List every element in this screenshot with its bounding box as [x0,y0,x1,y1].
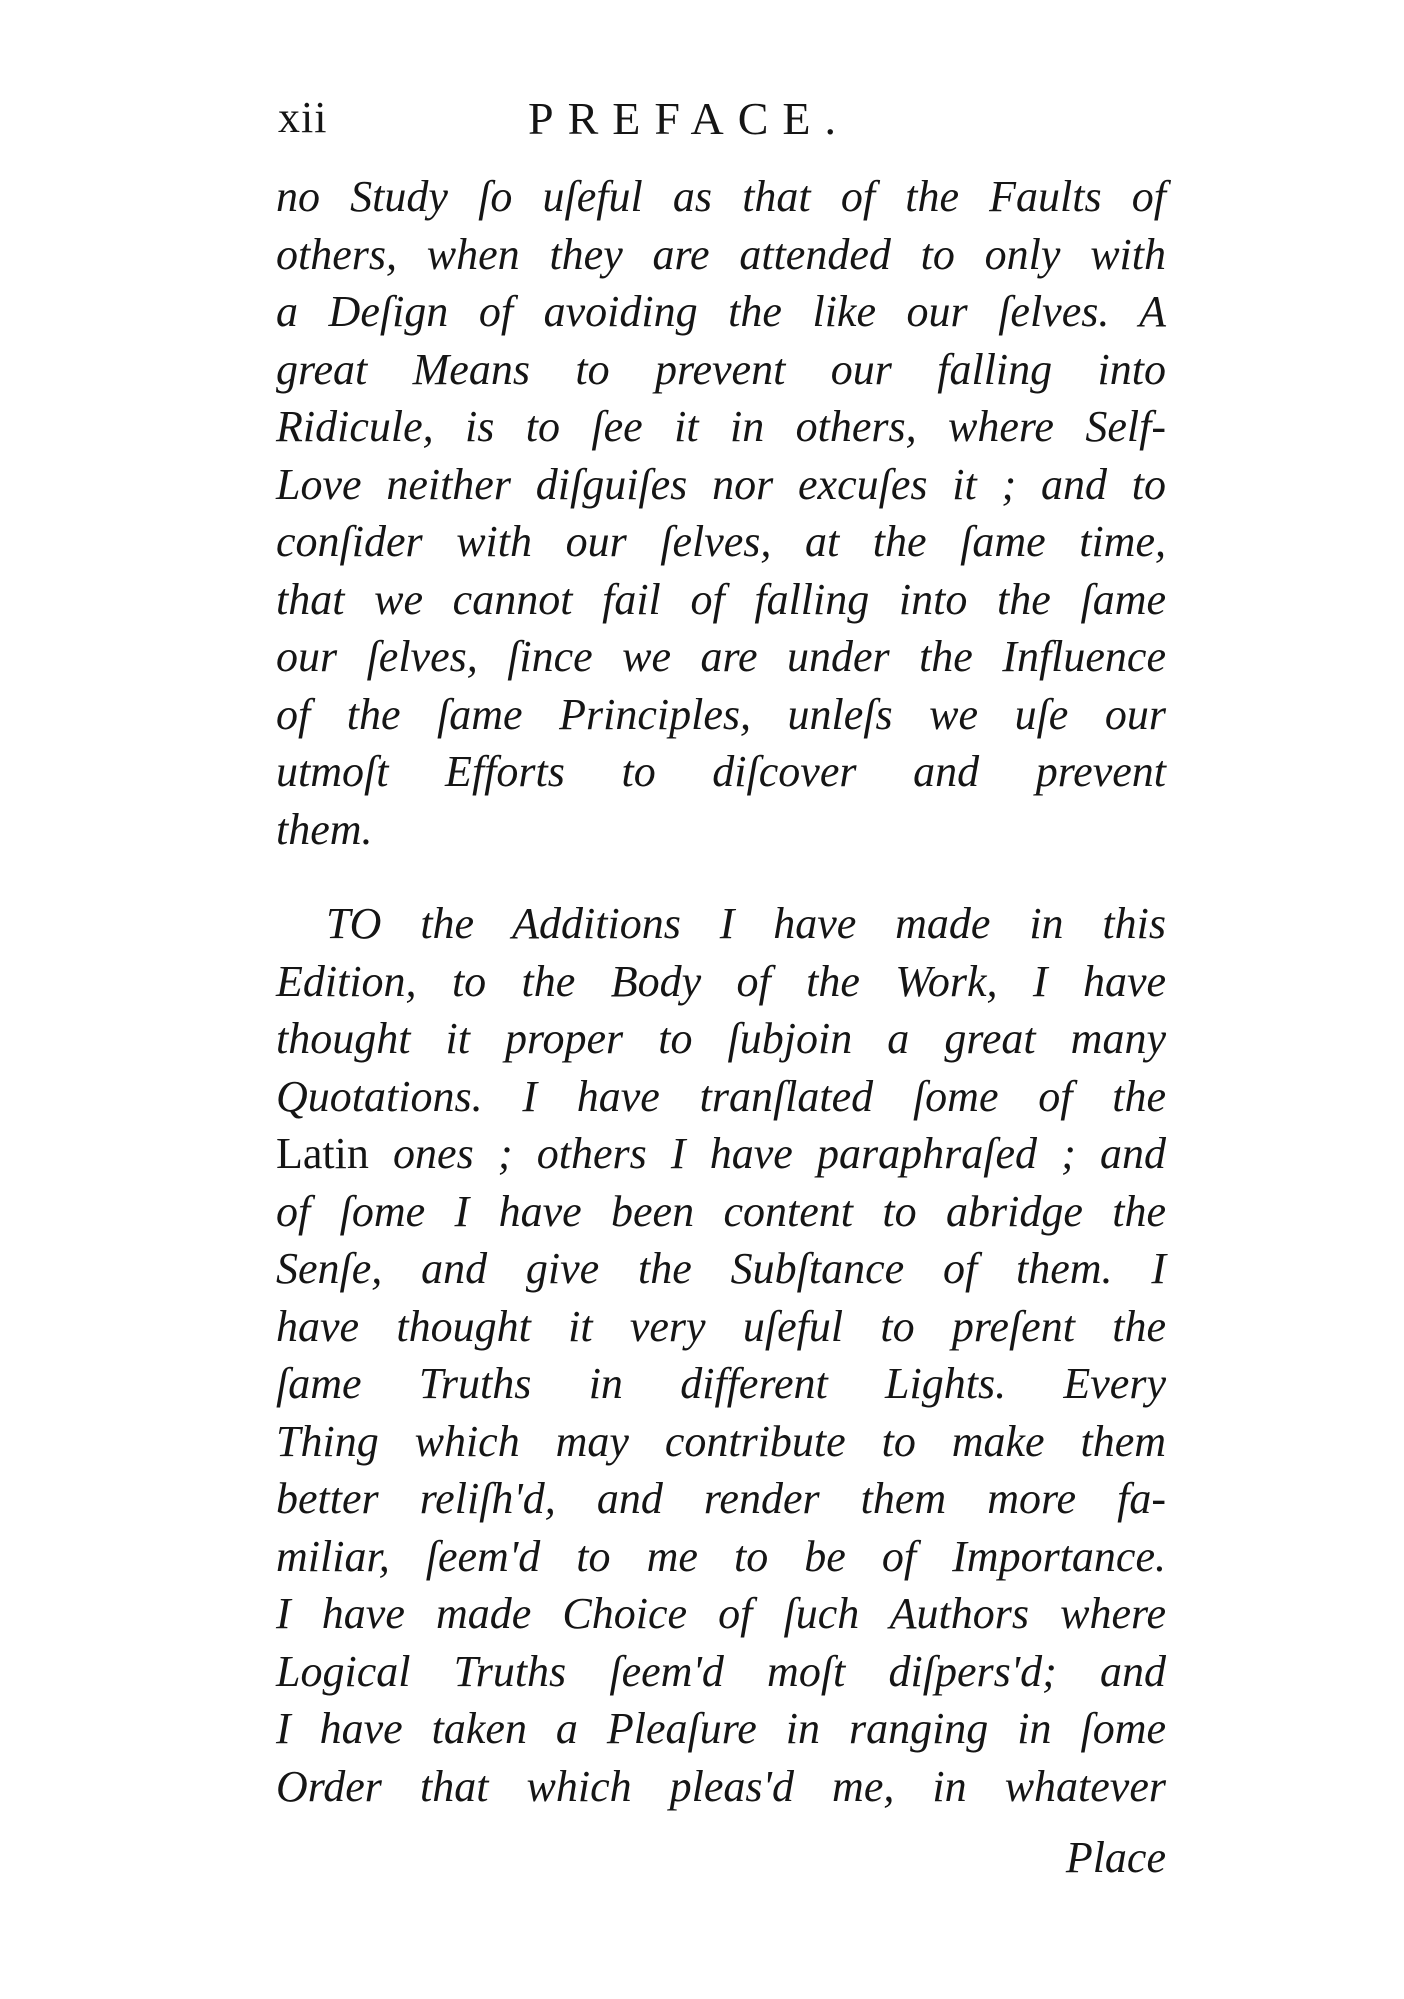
text-line: our ſelves, ſince we are under the Influence [276,632,1166,681]
text-line: Thing which may contribute to make them [276,1416,1166,1466]
paragraph-1 [276,168,1166,858]
text-line: a Deſign of avoiding the like our ſelves. A [276,287,1166,336]
text-line: Ridicule, is to ſee it in others, where Self- [276,402,1166,451]
text-line: have thought it very uſeful to preſent the [276,1301,1166,1351]
page-header [278,92,1178,152]
running-head: PREFACE. [528,93,851,144]
text-line: Logical Truths ſeem'd moſt diſpers'd; and [276,1646,1166,1696]
text-line: thought it proper to ſubjoin a great many [276,1014,1166,1063]
text-line: of the ſame Principles, unleſs we uſe our [276,689,1166,739]
text-line: better reliſh'd, and render them more fa- [276,1474,1166,1523]
text-line: no Study ſo uſeful as that of the Faults of [276,172,1166,221]
text-line: them. [276,804,373,854]
roman-word: Latin [276,1129,369,1178]
catchword: Place [1065,1833,1166,1882]
text-line: conſider with our ſelves, at the ſame time, [276,517,1166,566]
text-line: Order that which pleas'd me, in whatever [276,1761,1166,1811]
text-line: Quotations. I have tranſlated ſome of the [276,1071,1166,1121]
text-line: ſame Truths in different Lights. Every [276,1359,1166,1408]
text-line: Love neither diſguiſes nor excuſes it ; and to [276,459,1166,509]
page-number: xii [278,93,328,142]
text-line: others, when they are attended to only with [276,229,1166,279]
text-line: of ſome I have been content to abridge the [276,1186,1166,1236]
paragraph-2 [276,895,1166,1815]
text-line: I have taken a Pleaſure in ranging in ſome [276,1704,1166,1753]
text-line: I have made Choice of ſuch Authors where [276,1589,1166,1638]
text-line: Senſe, and give the Subſtance of them. I [276,1244,1166,1293]
text-fragment: ones ; others I have paraphraſed ; and [393,1129,1166,1178]
text-line: great Means to prevent our falling into [276,344,1166,394]
text-line: miliar, ſeem'd to me to be of Importance. [276,1531,1166,1581]
text-line: Edition, to the Body of the Work, I have [276,956,1166,1006]
text-line-latin [276,1125,1166,1183]
text-line: utmoſt Efforts to diſcover and prevent [276,747,1166,796]
text-line: that we cannot fail of falling into the ſame [276,574,1166,624]
text-line: TO the Additions I have made in this [326,899,1166,948]
